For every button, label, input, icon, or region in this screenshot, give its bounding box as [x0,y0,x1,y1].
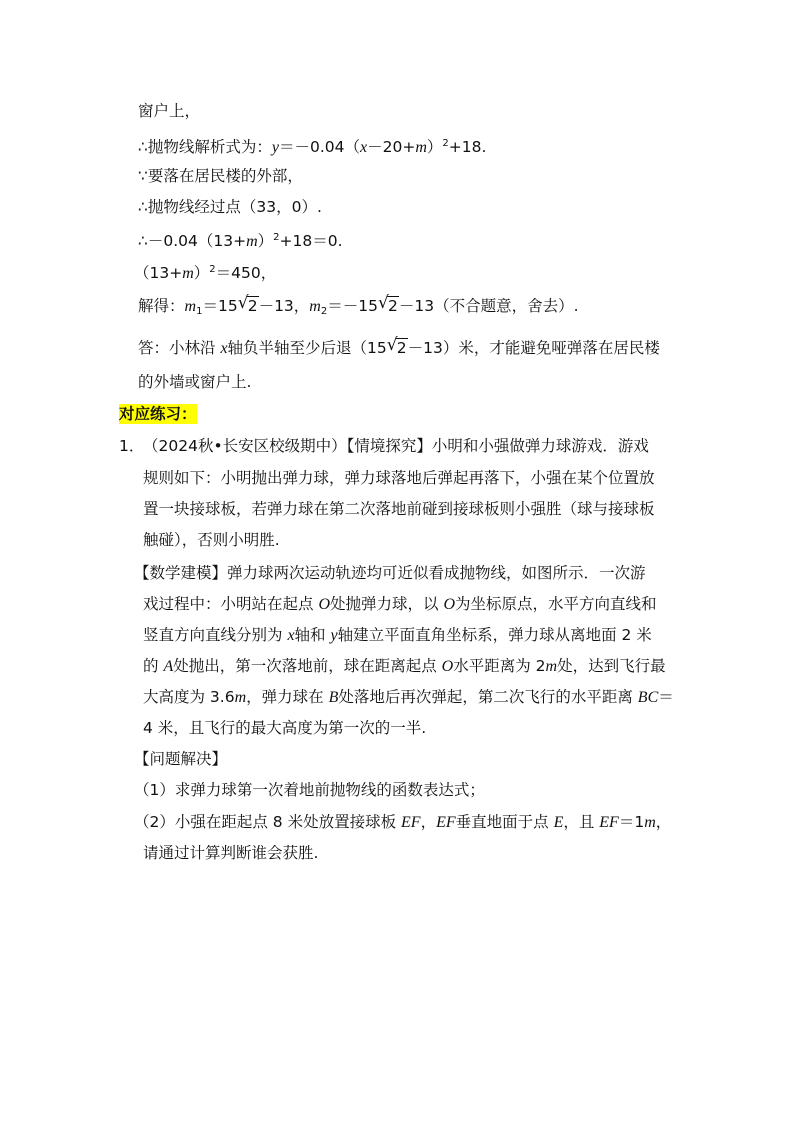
sqrt-sign: √ 2 [237,293,258,315]
solution-line-7: 解得：$m_1=15$ √ 2－13，$m_2=-15$ √ 2－13（不合题意，舍去）. [138,293,579,317]
modeling-line-5: 大高度为 3.6m，弹力球在 B处落地后再次弹起，第二次飞行的水平距离 BC＝ [143,688,674,706]
modeling-line-2: 戏过程中：小明站在起点 O处抛弹力球，以 O为坐标原点，水平方向直线和 [143,595,657,613]
solution-line-2: ∴抛物线解析式为：$y=-0.04(x-20+m)^2+18$. [138,138,487,156]
question-text-line-3: 置一块接球板，若弹力球在第二次落地前碰到接球板则小强胜（球与接球板 [143,500,655,518]
question-text-line-4: 触碰），否则小明胜. [143,531,280,549]
sub-question-2: （2）小强在距起点 8 米处放置接球板 EF，EF垂直地面于点 E，且 EF＝1m， [134,813,672,831]
sub-question-2-line-2: 请通过计算判断谁会获胜. [143,844,319,862]
question-number: 1． [119,437,145,455]
question-text-line-2: 规则如下：小明抛出弹力球，弹力球落地后弹起再落下，小强在某个位置放 [143,469,655,487]
sub-question-1: （1）求弹力球第一次着地前抛物线的函数表达式； [134,781,485,799]
sqrt-sign: √ 2 [377,293,398,315]
modeling-line-1: 【数学建模】弹力球两次运动轨迹均可近似看成抛物线，如图所示．一次游 [134,564,646,582]
solution-line-9: 的外墙或窗户上. [138,373,252,391]
modeling-line-3: 竖直方向直线分别为 x轴和 y轴建立平面直角坐标系，弹力球从离地面 2 米 [143,626,652,644]
practice-heading: 对应练习： [119,405,197,423]
question-text-line-1: （2024秋•长安区校级期中）【情境探究】小明和小强做弹力球游戏．游戏 [143,437,649,455]
modeling-line-4: 的 A处抛出，第一次落地前，球在距离起点 O水平距离为 2m处，达到飞行最 [143,657,666,675]
solution-line-4: ∴抛物线经过点（33，0）. [138,198,322,216]
solution-line-5: $\therefore-0.04(13+m)^2+18=0$. [138,232,343,250]
sqrt-sign: √ 2 [386,335,407,357]
solution-line-8: 答：小林沿 x轴负半轴至少后退（15 √ 2－13）米，才能避免哑弹落在居民楼 [138,335,660,357]
solution-line-6: $(13+m)^2=450$， [134,264,277,282]
problem-solving-heading: 【问题解决】 [134,750,228,768]
modeling-line-6: 4 米，且飞行的最大高度为第一次的一半. [143,719,427,737]
solution-line-1: 窗户上， [138,102,201,120]
solution-line-3: ∵要落在居民楼的外部， [138,167,303,185]
